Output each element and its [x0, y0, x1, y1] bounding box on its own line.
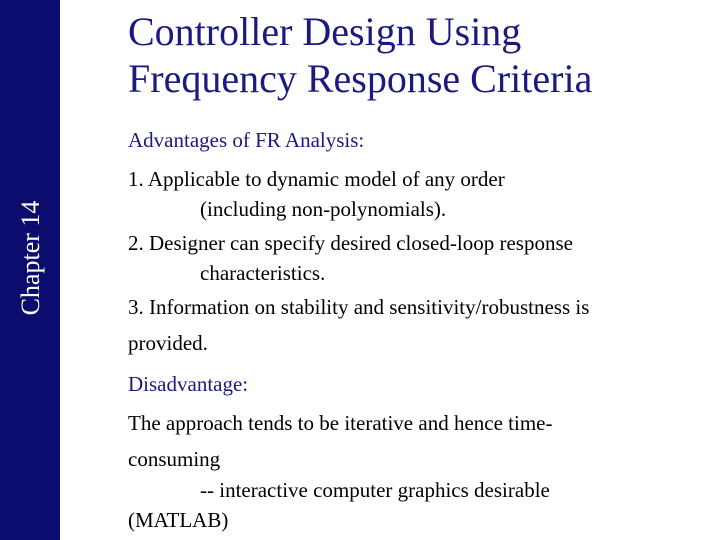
advantage-item-1-continuation: (including non-polynomials).: [200, 197, 447, 221]
advantage-item-3-continuation: provided.: [128, 331, 208, 355]
chapter-label: Chapter 14: [16, 200, 45, 316]
slide-title: [128, 8, 592, 102]
advantage-item-2-continuation: characteristics.: [200, 261, 326, 285]
chapter-sidebar: [0, 0, 60, 540]
disadvantage-text-line-2: consuming: [128, 447, 221, 471]
advantage-item-3: 3. Information on stability and sensitivity/robustness is: [128, 295, 590, 319]
advantage-item-2: 2. Designer can specify desired closed-loop response: [128, 231, 573, 255]
disadvantage-heading: Disadvantage:: [128, 372, 249, 396]
advantage-item-1: 1. Applicable to dynamic model of any order: [128, 167, 505, 191]
disadvantage-text-line-3: -- interactive computer graphics desirable: [200, 478, 550, 502]
disadvantage-text-line-4: (MATLAB): [128, 508, 229, 532]
slide-title-line-2: Frequency Response Criteria: [128, 56, 593, 101]
advantages-heading: Advantages of FR Analysis:: [128, 128, 365, 152]
slide-title-line-1: Controller Design Using: [128, 9, 522, 54]
disadvantage-text-line-1: The approach tends to be iterative and hence time-: [128, 411, 553, 435]
